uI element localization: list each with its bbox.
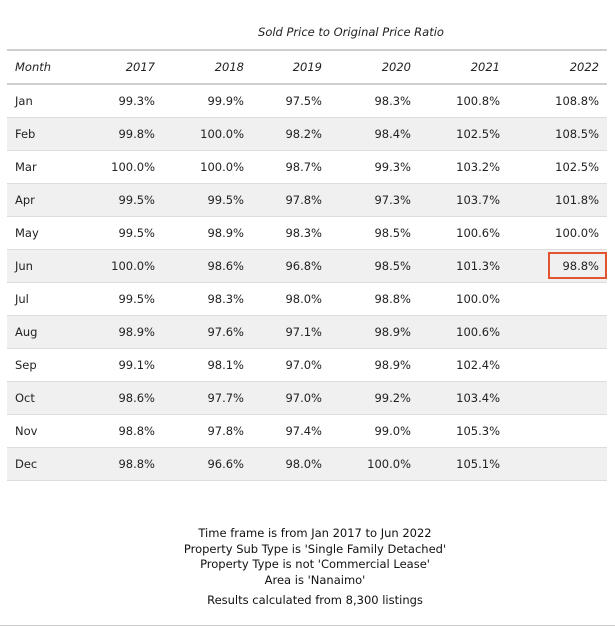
column-header-year: 2020 <box>330 51 419 84</box>
ratio-cell: 99.5% <box>85 217 163 250</box>
ratio-cell: 98.8% <box>330 283 419 316</box>
ratio-cell: 100.0% <box>85 151 163 184</box>
ratio-cell: 97.8% <box>163 415 252 448</box>
ratio-cell: 98.0% <box>252 448 330 481</box>
ratio-cell: 97.0% <box>252 349 330 382</box>
column-header-year: 2022 <box>508 51 607 84</box>
column-header-year: 2021 <box>419 51 508 84</box>
month-cell: Dec <box>7 448 85 481</box>
ratio-cell: 96.8% <box>252 250 330 283</box>
ratio-cell: 97.3% <box>330 184 419 217</box>
ratio-cell: 100.6% <box>419 316 508 349</box>
ratio-cell: 102.4% <box>419 349 508 382</box>
table-row <box>7 84 607 118</box>
ratio-cell: 98.9% <box>330 316 419 349</box>
ratio-cell-highlighted <box>508 250 607 283</box>
ratio-cell <box>508 349 607 382</box>
month-cell: Jul <box>7 283 85 316</box>
table-row <box>7 151 607 184</box>
ratio-cell: 101.3% <box>419 250 508 283</box>
results-count: Results calculated from 8,300 listings <box>207 593 423 607</box>
ratio-cell: 108.5% <box>508 118 607 151</box>
ratio-cell: 99.1% <box>85 349 163 382</box>
ratio-cell: 99.0% <box>330 415 419 448</box>
table-row <box>7 316 607 349</box>
month-cell: Sep <box>7 349 85 382</box>
ratio-cell-value: 98.8% <box>562 259 599 273</box>
ratio-cell: 97.1% <box>252 316 330 349</box>
summary-property-type: Property Type is not 'Commercial Lease' <box>200 557 430 571</box>
ratio-cell: 99.9% <box>163 84 252 118</box>
ratio-cell: 100.0% <box>330 448 419 481</box>
ratio-cell: 108.8% <box>508 84 607 118</box>
summary-area: Area is 'Nanaimo' <box>264 572 366 587</box>
ratio-cell: 100.0% <box>163 118 252 151</box>
highlight-box <box>548 252 607 279</box>
ratio-cell: 99.5% <box>163 184 252 217</box>
ratio-cell <box>508 415 607 448</box>
ratio-cell: 96.6% <box>163 448 252 481</box>
summary-sub-type: Property Sub Type is 'Single Family Detached' <box>183 541 447 556</box>
ratio-cell: 102.5% <box>419 118 508 151</box>
table-row <box>7 349 607 382</box>
ratio-cell: 98.3% <box>330 84 419 118</box>
ratio-cell: 105.3% <box>419 415 508 448</box>
ratio-cell: 98.6% <box>85 382 163 415</box>
column-header-year: 2017 <box>85 51 163 84</box>
ratio-cell: 97.6% <box>163 316 252 349</box>
month-cell: Apr <box>7 184 85 217</box>
ratio-cell: 101.8% <box>508 184 607 217</box>
ratio-table <box>7 51 607 481</box>
month-cell: May <box>7 217 85 250</box>
table-row <box>7 217 607 250</box>
ratio-cell: 98.0% <box>252 283 330 316</box>
ratio-cell: 98.2% <box>252 118 330 151</box>
table-body <box>7 84 607 481</box>
ratio-cell: 105.1% <box>419 448 508 481</box>
ratio-cell: 100.0% <box>419 283 508 316</box>
ratio-cell: 99.3% <box>85 84 163 118</box>
table-header-row <box>7 51 607 84</box>
ratio-cell: 98.5% <box>330 217 419 250</box>
ratio-cell: 97.5% <box>252 84 330 118</box>
ratio-cell: 97.7% <box>163 382 252 415</box>
month-cell: Aug <box>7 316 85 349</box>
ratio-cell <box>508 382 607 415</box>
bottom-divider <box>0 625 615 626</box>
ratio-cell: 102.5% <box>508 151 607 184</box>
column-header-year: 2018 <box>163 51 252 84</box>
ratio-cell: 98.7% <box>252 151 330 184</box>
month-cell: Jun <box>7 250 85 283</box>
column-header-month: Month <box>7 51 85 84</box>
ratio-cell: 100.8% <box>419 84 508 118</box>
summary-time-frame: Time frame is from Jan 2017 to Jun 2022 <box>198 526 432 540</box>
ratio-cell: 100.0% <box>163 151 252 184</box>
table-row <box>7 118 607 151</box>
ratio-cell: 100.6% <box>419 217 508 250</box>
table-row <box>7 382 607 415</box>
ratio-cell: 98.9% <box>330 349 419 382</box>
month-cell: Jan <box>7 84 85 118</box>
ratio-cell: 98.9% <box>163 217 252 250</box>
month-cell: Oct <box>7 382 85 415</box>
ratio-cell: 98.4% <box>330 118 419 151</box>
ratio-cell: 97.4% <box>252 415 330 448</box>
ratio-cell: 98.8% <box>85 415 163 448</box>
ratio-cell: 99.5% <box>85 283 163 316</box>
ratio-cell: 99.3% <box>330 151 419 184</box>
ratio-cell: 98.9% <box>85 316 163 349</box>
ratio-cell: 103.7% <box>419 184 508 217</box>
table-row <box>7 415 607 448</box>
table-row <box>7 283 607 316</box>
ratio-cell <box>508 316 607 349</box>
table-title-text: Sold Price to Original Price Ratio <box>258 25 444 39</box>
table-row <box>7 184 607 217</box>
ratio-cell: 98.6% <box>163 250 252 283</box>
month-cell: Feb <box>7 118 85 151</box>
table-title <box>7 25 607 39</box>
ratio-cell: 98.1% <box>163 349 252 382</box>
ratio-cell <box>508 448 607 481</box>
ratio-cell: 99.2% <box>330 382 419 415</box>
ratio-cell: 97.0% <box>252 382 330 415</box>
ratio-cell: 99.5% <box>85 184 163 217</box>
ratio-cell: 98.8% <box>85 448 163 481</box>
table-row <box>7 250 607 283</box>
ratio-cell: 103.4% <box>419 382 508 415</box>
ratio-cell: 98.5% <box>330 250 419 283</box>
column-header-year: 2019 <box>252 51 330 84</box>
ratio-cell: 97.8% <box>252 184 330 217</box>
query-summary <box>0 526 615 609</box>
ratio-cell: 99.8% <box>85 118 163 151</box>
month-cell: Nov <box>7 415 85 448</box>
ratio-cell: 98.3% <box>163 283 252 316</box>
ratio-cell: 100.0% <box>508 217 607 250</box>
ratio-cell: 98.3% <box>252 217 330 250</box>
month-cell: Mar <box>7 151 85 184</box>
table-row <box>7 448 607 481</box>
ratio-cell: 100.0% <box>85 250 163 283</box>
ratio-cell: 103.2% <box>419 151 508 184</box>
ratio-cell <box>508 283 607 316</box>
